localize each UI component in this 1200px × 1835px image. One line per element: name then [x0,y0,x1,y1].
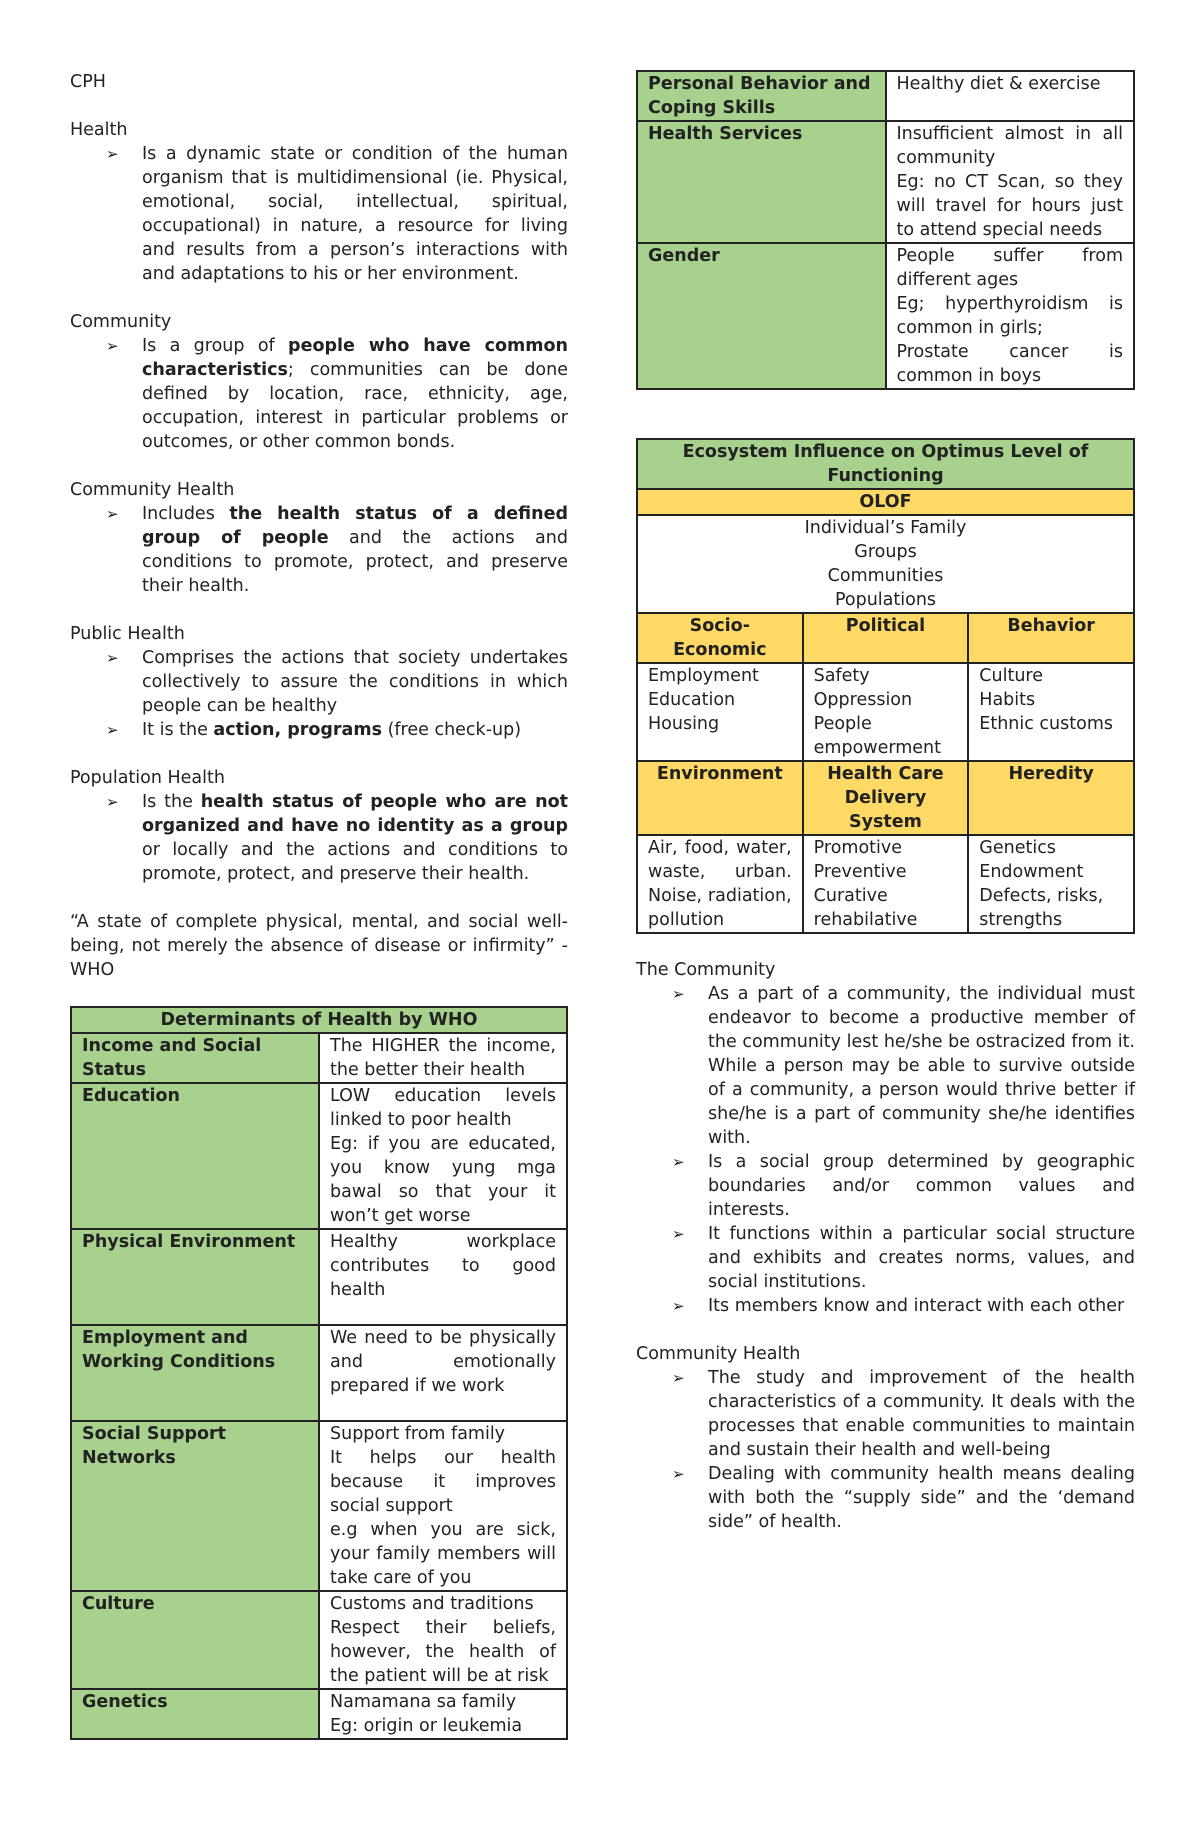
list-item [636,1294,1135,1318]
ecosystem-factor-items [637,663,803,761]
ecosystem-factor-heading: Political [803,613,969,663]
ecosystem-factor-heading: Environment [637,761,803,835]
list-item [636,1366,1135,1462]
cell-line: Insufficient almost in all community [896,124,1123,168]
list-item [70,142,568,286]
cell-line: Healthy diet & exercise [896,74,1101,94]
cell-line: Air, food, water, waste, urban. Noise, radiation, pollution [648,838,792,930]
arrow-bullet-icon: ➢ [672,985,685,1003]
arrow-bullet-icon: ➢ [106,793,119,811]
determinant-label: Employment and Working Conditions [71,1325,319,1421]
cell-line: Curative [813,886,888,906]
cell-line: We need to be physically and emotionally prepared if we work [330,1328,556,1396]
cell-line: Populations [834,590,937,610]
bullet-list [70,334,568,454]
bullet-list [70,790,568,886]
determinant-description [886,121,1135,243]
top-determinants-table [636,70,1135,390]
cell-line: Healthy workplace contributes to good health [330,1232,556,1300]
text: Is a dynamic state or condition of the human organism that is multidimensional (ie. Physical, emotional, social, intellectual, spiritual, occupational) in nature, a resource for living and results from a person’s interactions with and adaptations to his or her environment. [142,144,568,284]
arrow-bullet-icon: ➢ [106,337,119,355]
table-row [71,1229,567,1325]
text: Is a group of [142,336,289,356]
section-heading: Community Health [70,480,235,500]
bullet-list [636,1366,1135,1534]
ecosystem-factor-heading: Behavior [968,613,1134,663]
left-column [70,70,568,1740]
arrow-bullet-icon: ➢ [672,1153,685,1171]
determinant-label: Social Support Networks [71,1421,319,1591]
cell-line: Endowment [979,862,1084,882]
cell-line: Safety [813,666,870,686]
table-row [71,1083,567,1229]
ecosystem-factor-items [637,835,803,933]
list-item [70,334,568,454]
list-item [70,718,568,742]
cell-line: Namamana sa family [330,1692,517,1712]
text: and the actions and conditions to promote, protect, and preserve their health. [142,528,568,596]
cell-line: Individual’s Family [804,518,967,538]
ecosystem-header-row [637,613,1134,663]
bullet-list [636,982,1135,1318]
olof-label: OLOF [637,489,1134,515]
determinants-table [70,1006,568,1740]
table-row [71,1591,567,1689]
arrow-bullet-icon: ➢ [106,649,119,667]
cell-line: Customs and traditions [330,1594,534,1614]
spacer [636,934,1135,958]
text: ; communities can be done defined by location, race, ethnicity, age, occupation, interest in particular problems or outcomes, or other common bonds. [142,360,568,452]
cell-line: Employment [648,666,759,686]
text: Includes [142,504,230,524]
cell-line: Oppression [813,690,913,710]
text: It is the [142,720,214,740]
text: (free check-up) [382,720,522,740]
list-item [70,646,568,718]
right-column [636,70,1135,1558]
determinants-caption-row [71,1007,567,1033]
right-sections [636,958,1135,1534]
determinant-label: Personal Behavior and Coping Skills [637,71,886,121]
arrow-bullet-icon: ➢ [672,1225,685,1243]
text: Is the [142,792,201,812]
cell-line: Eg: origin or leukemia [330,1716,523,1736]
text: The study and improvement of the health characteristics of a community. It deals with the processes that enable communities to maintain and sustain their health and well-being [708,1368,1135,1460]
bold-text: action, programs [213,720,382,740]
cell-line: Eg: no CT Scan, so they will travel for hours just to attend special needs [896,172,1123,240]
cell-line: Housing [648,714,720,734]
determinant-description [319,1325,567,1421]
section-heading: Community Health [636,1344,801,1364]
text: Is a social group determined by geographic boundaries and/or common values and interests. [708,1152,1135,1220]
cell-line: Ethnic customs [979,714,1113,734]
olof-row [637,489,1134,515]
determinant-label: Genetics [71,1689,319,1739]
list-item [636,982,1135,1150]
text: Comprises the actions that society undertakes collectively to assure the conditions in which people can be healthy [142,648,568,716]
determinant-description [319,1083,567,1229]
arrow-bullet-icon: ➢ [672,1465,685,1483]
cell-line: Prostate cancer is common in boys [896,342,1123,386]
olof-items-row [637,515,1134,613]
bullet-list [70,502,568,598]
cell-line: Genetics [979,838,1056,858]
table-row [71,1033,567,1083]
determinant-label: Physical Environment [71,1229,319,1325]
cell-line: The HIGHER the income, the better their health [330,1036,556,1080]
determinant-description [319,1591,567,1689]
cell-line: Eg; hyperthyroidism is common in girls; [896,294,1123,338]
cell-line: Groups [854,542,917,562]
ecosystem-caption: Ecosystem Influence on Optimus Level of Functioning [637,439,1134,489]
determinant-description [319,1421,567,1591]
determinant-description [886,71,1135,121]
ecosystem-factor-items [803,663,969,761]
cell-line: Eg: if you are educated, you know yung mga bawal so that your it won’t get worse [330,1134,556,1226]
bullet-list [70,646,568,742]
cell-line: Defects, risks, strengths [979,886,1104,930]
determinant-label: Health Services [637,121,886,243]
cell-line: Preventive [813,862,907,882]
ecosystem-content-row [637,663,1134,761]
spacer [70,94,568,118]
determinant-label: Income and Social Status [71,1033,319,1083]
spacer [636,390,1135,438]
cell-line: LOW education levels linked to poor health [330,1086,556,1130]
section-heading: Community [70,312,172,332]
ecosystem-caption-row [637,439,1134,489]
cell-line: e.g when you are sick, your family members will take care of you [330,1520,556,1588]
left-sections [70,118,568,886]
bold-text: health status of people who are not organized and have no identity as a group [142,792,568,836]
bold-text: people who have common characteristics [142,336,568,380]
table-row [637,121,1134,243]
table-row [71,1421,567,1591]
ecosystem-table [636,438,1135,934]
arrow-bullet-icon: ➢ [672,1369,685,1387]
cell-line: People suffer from different ages [896,246,1123,290]
ecosystem-factor-items [968,835,1134,933]
olof-items [637,515,1134,613]
determinant-description [319,1229,567,1325]
determinant-description [319,1033,567,1083]
who-quote: “A state of complete physical, mental, and social well-being, not merely the absence of disease or infirmity” -WHO [70,912,568,980]
arrow-bullet-icon: ➢ [106,721,119,739]
list-item [636,1222,1135,1294]
ecosystem-content-row [637,835,1134,933]
arrow-bullet-icon: ➢ [106,505,119,523]
list-item [636,1150,1135,1222]
list-item [70,502,568,598]
table-row [637,71,1134,121]
section-heading: Health [70,120,128,140]
ecosystem-factor-heading: Socio-Economic [637,613,803,663]
section-heading: Public Health [70,624,185,644]
bold-text: the health status of a defined group of people [142,504,568,548]
ecosystem-factor-items [968,663,1134,761]
ecosystem-factor-items [803,835,969,933]
list-item [70,790,568,886]
arrow-bullet-icon: ➢ [106,145,119,163]
arrow-bullet-icon: ➢ [672,1297,685,1315]
cell-line: Respect their beliefs, however, the health of the patient will be at risk [330,1618,556,1686]
cell-line: Support from family [330,1424,506,1444]
text: It functions within a particular social structure and exhibits and creates norms, values, and social institutions. [708,1224,1135,1292]
cell-line: Communities [827,566,944,586]
cell-line: rehabilative [813,910,918,930]
determinant-label: Culture [71,1591,319,1689]
determinant-description [886,243,1135,389]
text: Its members know and interact with each other [708,1296,1125,1316]
section-heading: Population Health [70,768,225,788]
ecosystem-factor-heading: Heredity [968,761,1134,835]
determinant-label: Education [71,1083,319,1229]
bullet-list [70,142,568,286]
cell-line: People empowerment [813,714,942,758]
cell-line: Habits [979,690,1036,710]
table-row [71,1689,567,1739]
table-row [637,243,1134,389]
text: or locally and the actions and conditions to promote, protect, and preserve their health. [142,840,568,884]
document-title: CPH [70,72,106,92]
cell-line: It helps our health because it improves social support [330,1448,556,1516]
cell-line: Promotive [813,838,903,858]
table-row [71,1325,567,1421]
section-heading: The Community [636,960,776,980]
cell-line: Education [648,690,736,710]
ecosystem-header-row [637,761,1134,835]
determinant-label: Gender [637,243,886,389]
determinant-description [319,1689,567,1739]
determinants-caption: Determinants of Health by WHO [71,1007,567,1033]
ecosystem-factor-heading: Health Care Delivery System [803,761,969,835]
list-item [636,1462,1135,1534]
text: Dealing with community health means dealing with both the “supply side” and the ‘demand side” of health. [708,1464,1135,1532]
cell-line: Culture [979,666,1043,686]
text: As a part of a community, the individual must endeavor to become a productive member of the community lest he/she be ostracized from it. While a person may be able to survive outside of a community, a person would thrive better if she/he is a part of community she/he identifies with. [708,984,1135,1148]
